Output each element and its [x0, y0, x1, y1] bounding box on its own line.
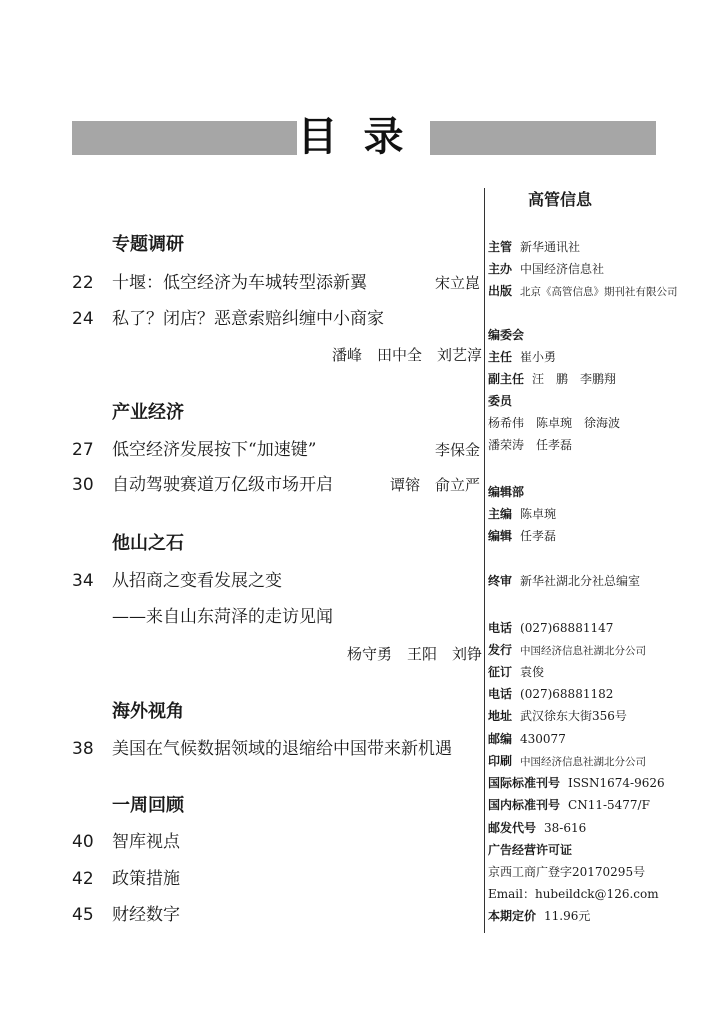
- section-title: 产业经济: [112, 402, 184, 423]
- section-title: 他山之石: [112, 533, 184, 554]
- info-row-sponsor: 主管 新华通讯社: [488, 240, 581, 254]
- entry-headline: 政策措施: [112, 869, 180, 889]
- info-row-members: 潘荣涛 任孝磊: [488, 438, 573, 452]
- entry-author: 谭镕 俞立严: [389, 476, 480, 494]
- info-row-ad-license-number: 京西工商广登字20170295号: [488, 865, 646, 879]
- entry-headline: 低空经济发展按下“加速键”: [112, 440, 317, 460]
- info-heading-members: 委员: [488, 394, 513, 408]
- page-number: 38: [72, 739, 94, 759]
- info-heading-ad-license: 广告经营许可证: [488, 843, 573, 857]
- page-number: 40: [72, 832, 94, 852]
- info-row-email[interactable]: Email：hubeildck@126.com: [488, 887, 659, 901]
- toc-entry[interactable]: [72, 472, 482, 498]
- toc-entry[interactable]: [72, 306, 482, 332]
- section-title: 专题调研: [112, 234, 184, 255]
- info-row-printing: 印刷 中国经济信息社湖北分公司: [488, 754, 647, 768]
- info-row-chief-editor: 主编 陈卓琬: [488, 507, 557, 521]
- page-title: 目录: [297, 114, 430, 160]
- info-row-postcode: 邮编 430077: [488, 732, 566, 746]
- toc-entry[interactable]: [72, 437, 482, 463]
- page-number: 45: [72, 905, 94, 925]
- info-row-price: 本期定价 11.96元: [488, 909, 591, 923]
- info-row-cn: 国内标准刊号 CN11-5477/F: [488, 798, 650, 812]
- info-row-phone: 电话 (027)68881147: [488, 621, 614, 635]
- column-divider: [484, 188, 485, 933]
- info-row-issn: 国际标准刊号 ISSN1674-9626: [488, 776, 665, 790]
- info-row-distribution: 发行 中国经济信息社湖北分公司: [488, 643, 647, 657]
- page-number: 34: [72, 571, 94, 591]
- title-bar-right: [430, 121, 656, 155]
- info-row-final-review: 终审 新华社湖北分社总编室: [488, 574, 641, 588]
- entry-headline: 智库视点: [112, 832, 180, 852]
- info-row-organizer: 主办 中国经济信息社: [488, 262, 605, 276]
- toc-entry[interactable]: [72, 270, 482, 296]
- info-row-address: 地址 武汉徐东大街356号: [488, 709, 627, 723]
- entry-headline: 自动驾驶赛道万亿级市场开启: [112, 475, 333, 495]
- title-bar-left: [72, 121, 297, 155]
- toc-entry[interactable]: [72, 568, 482, 594]
- entry-headline: 财经数字: [112, 905, 180, 925]
- entry-author: 宋立崑: [434, 274, 480, 292]
- entry-authors: 潘峰 田中全 刘艺淳: [331, 346, 482, 364]
- toc-entry[interactable]: [72, 902, 482, 928]
- page-number: 22: [72, 273, 94, 293]
- entry-author: 李保金: [434, 441, 480, 459]
- page-number: 42: [72, 869, 94, 889]
- toc-entry[interactable]: [72, 736, 482, 762]
- info-row-deputy-director: 副主任 汪 鹏 李鹏翔: [488, 372, 617, 386]
- info-row-publisher: 出版 北京《高管信息》期刊社有限公司: [488, 284, 678, 298]
- info-row-members: 杨希伟 陈卓琬 徐海波: [488, 416, 621, 430]
- page-number: 27: [72, 440, 94, 460]
- info-row-subscription: 征订 袁俊: [488, 665, 545, 679]
- toc-entry[interactable]: [72, 866, 482, 892]
- info-heading-editorial-board: 编委会: [488, 328, 525, 342]
- info-row-editor: 编辑 任孝磊: [488, 529, 557, 543]
- section-title: 一周回顾: [112, 795, 184, 816]
- page-number: 24: [72, 309, 94, 329]
- entry-subtitle: ——来自山东菏泽的走访见闻: [112, 607, 333, 627]
- entry-headline: 十堰：低空经济为车城转型添新翼: [112, 273, 367, 293]
- entry-headline: 美国在气候数据领域的退缩给中国带来新机遇: [112, 739, 452, 759]
- entry-authors: 杨守勇 王阳 刘铮: [346, 645, 482, 663]
- toc-entry[interactable]: [72, 829, 482, 855]
- page-number: 30: [72, 475, 94, 495]
- sidebar-heading: 高管信息: [528, 190, 593, 209]
- info-heading-editorial-dept: 编辑部: [488, 485, 525, 499]
- info-row-postal-code: 邮发代号 38-616: [488, 821, 587, 835]
- section-title: 海外视角: [112, 701, 184, 722]
- info-row-phone: 电话 (027)68881182: [488, 687, 614, 701]
- entry-headline: 私了？闭店？恶意索赔纠缠中小商家: [112, 309, 384, 329]
- info-row-director: 主任 崔小勇: [488, 350, 557, 364]
- entry-headline: 从招商之变看发展之变: [112, 571, 282, 591]
